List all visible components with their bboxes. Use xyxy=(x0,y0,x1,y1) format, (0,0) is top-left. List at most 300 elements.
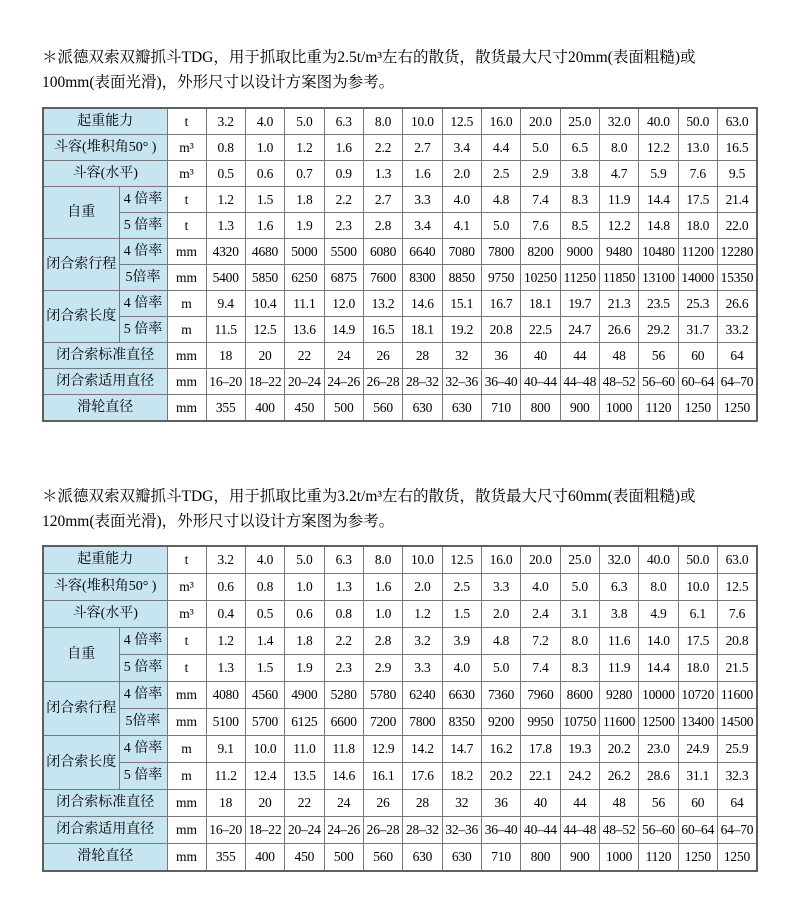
value-cell: 19.3 xyxy=(560,736,599,763)
value-cell: 1.2 xyxy=(403,601,442,628)
value-cell: 11.9 xyxy=(599,655,638,682)
value-cell: 1.5 xyxy=(245,187,284,213)
spec-table-tdg-3_2 xyxy=(42,545,758,872)
value-cell: 26–28 xyxy=(363,369,402,395)
value-cell: 4320 xyxy=(206,239,245,265)
value-cell: 630 xyxy=(442,844,481,872)
value-cell: 1.6 xyxy=(324,135,363,161)
value-cell: 60–64 xyxy=(678,817,717,844)
value-cell: 7960 xyxy=(521,682,560,709)
value-cell: 900 xyxy=(560,395,599,422)
value-cell: 17.5 xyxy=(678,628,717,655)
value-cell: 20.8 xyxy=(481,317,520,343)
row-label: 斗容(堆积角50° ) xyxy=(43,135,167,161)
value-cell: 0.8 xyxy=(324,601,363,628)
value-cell: 5.0 xyxy=(521,135,560,161)
value-cell: 450 xyxy=(285,395,324,422)
row-group-label: 闭合索长度 xyxy=(43,291,119,343)
value-cell: 36 xyxy=(481,343,520,369)
value-cell: 13.0 xyxy=(678,135,717,161)
value-cell: 6.1 xyxy=(678,601,717,628)
value-cell: 13.5 xyxy=(285,763,324,790)
value-cell: 7800 xyxy=(403,709,442,736)
value-cell: 32 xyxy=(442,343,481,369)
value-cell: 8200 xyxy=(521,239,560,265)
value-cell: 40.0 xyxy=(639,108,678,135)
row-sublabel: 5 倍率 xyxy=(119,655,167,682)
value-cell: 21.4 xyxy=(717,187,757,213)
value-cell: 20.8 xyxy=(717,628,757,655)
table-row xyxy=(43,817,757,844)
table-row xyxy=(43,763,757,790)
value-cell: 0.8 xyxy=(245,574,284,601)
value-cell: 23.5 xyxy=(639,291,678,317)
value-cell: 5.0 xyxy=(560,574,599,601)
value-cell: 20–24 xyxy=(285,817,324,844)
table-row xyxy=(43,135,757,161)
value-cell: 4.0 xyxy=(521,574,560,601)
value-cell: 17.5 xyxy=(678,187,717,213)
value-cell: 16–20 xyxy=(206,369,245,395)
value-cell: 0.9 xyxy=(324,161,363,187)
value-cell: 1.9 xyxy=(285,655,324,682)
value-cell: 64 xyxy=(717,343,757,369)
value-cell: 56 xyxy=(639,790,678,817)
unit-cell: mm xyxy=(167,790,206,817)
value-cell: 14.6 xyxy=(324,763,363,790)
value-cell: 8.0 xyxy=(599,135,638,161)
value-cell: 10750 xyxy=(560,709,599,736)
value-cell: 24.9 xyxy=(678,736,717,763)
value-cell: 24.7 xyxy=(560,317,599,343)
value-cell: 24–26 xyxy=(324,369,363,395)
unit-cell: m³ xyxy=(167,135,206,161)
value-cell: 4.9 xyxy=(639,601,678,628)
value-cell: 18.1 xyxy=(521,291,560,317)
value-cell: 16.0 xyxy=(481,108,520,135)
value-cell: 11600 xyxy=(717,682,757,709)
value-cell: 25.0 xyxy=(560,108,599,135)
value-cell: 3.2 xyxy=(403,628,442,655)
row-label: 闭合索标准直径 xyxy=(43,790,167,817)
value-cell: 14.6 xyxy=(403,291,442,317)
value-cell: 32–36 xyxy=(442,817,481,844)
value-cell: 1.0 xyxy=(363,601,402,628)
value-cell: 0.8 xyxy=(206,135,245,161)
value-cell: 0.7 xyxy=(285,161,324,187)
value-cell: 21.5 xyxy=(717,655,757,682)
value-cell: 2.2 xyxy=(324,628,363,655)
value-cell: 4080 xyxy=(206,682,245,709)
value-cell: 5500 xyxy=(324,239,363,265)
row-group-label: 闭合索行程 xyxy=(43,239,119,291)
value-cell: 1250 xyxy=(717,844,757,872)
value-cell: 400 xyxy=(245,844,284,872)
value-cell: 9200 xyxy=(481,709,520,736)
value-cell: 16.0 xyxy=(481,546,520,574)
table-row xyxy=(43,628,757,655)
value-cell: 40 xyxy=(521,343,560,369)
value-cell: 17.6 xyxy=(403,763,442,790)
unit-cell: mm xyxy=(167,265,206,291)
value-cell: 11.9 xyxy=(599,187,638,213)
value-cell: 14.7 xyxy=(442,736,481,763)
value-cell: 18.0 xyxy=(678,213,717,239)
value-cell: 1.0 xyxy=(245,135,284,161)
value-cell: 6250 xyxy=(285,265,324,291)
row-label: 闭合索适用直径 xyxy=(43,817,167,844)
value-cell: 1.3 xyxy=(324,574,363,601)
value-cell: 25.3 xyxy=(678,291,717,317)
value-cell: 63.0 xyxy=(717,108,757,135)
row-label: 斗容(水平) xyxy=(43,161,167,187)
value-cell: 500 xyxy=(324,844,363,872)
table-row xyxy=(43,369,757,395)
row-sublabel: 5 倍率 xyxy=(119,213,167,239)
value-cell: 7600 xyxy=(363,265,402,291)
spec-table-tdg-2_5 xyxy=(42,107,758,422)
value-cell: 3.9 xyxy=(442,628,481,655)
value-cell: 5400 xyxy=(206,265,245,291)
value-cell: 11850 xyxy=(599,265,638,291)
value-cell: 11.0 xyxy=(285,736,324,763)
value-cell: 20–24 xyxy=(285,369,324,395)
value-cell: 20.0 xyxy=(521,108,560,135)
unit-cell: m³ xyxy=(167,601,206,628)
value-cell: 5.9 xyxy=(639,161,678,187)
value-cell: 1.2 xyxy=(206,187,245,213)
value-cell: 31.7 xyxy=(678,317,717,343)
value-cell: 48–52 xyxy=(599,817,638,844)
value-cell: 23.0 xyxy=(639,736,678,763)
value-cell: 1.5 xyxy=(245,655,284,682)
row-sublabel: 4 倍率 xyxy=(119,628,167,655)
unit-cell: m xyxy=(167,736,206,763)
value-cell: 12.4 xyxy=(245,763,284,790)
value-cell: 13400 xyxy=(678,709,717,736)
value-cell: 4.8 xyxy=(481,628,520,655)
value-cell: 8.3 xyxy=(560,655,599,682)
value-cell: 16.1 xyxy=(363,763,402,790)
value-cell: 32.0 xyxy=(599,108,638,135)
value-cell: 3.3 xyxy=(481,574,520,601)
value-cell: 2.2 xyxy=(363,135,402,161)
value-cell: 1.8 xyxy=(285,187,324,213)
value-cell: 10.0 xyxy=(403,546,442,574)
value-cell: 15.1 xyxy=(442,291,481,317)
value-cell: 1.6 xyxy=(403,161,442,187)
value-cell: 25.0 xyxy=(560,546,599,574)
value-cell: 1250 xyxy=(717,395,757,422)
unit-cell: mm xyxy=(167,239,206,265)
value-cell: 18–22 xyxy=(245,369,284,395)
table-row xyxy=(43,790,757,817)
table-row xyxy=(43,291,757,317)
value-cell: 1.8 xyxy=(285,628,324,655)
value-cell: 1.3 xyxy=(206,655,245,682)
value-cell: 500 xyxy=(324,395,363,422)
value-cell: 710 xyxy=(481,844,520,872)
value-cell: 6875 xyxy=(324,265,363,291)
unit-cell: mm xyxy=(167,682,206,709)
row-label: 起重能力 xyxy=(43,108,167,135)
row-sublabel: 4 倍率 xyxy=(119,187,167,213)
value-cell: 19.2 xyxy=(442,317,481,343)
row-sublabel: 4 倍率 xyxy=(119,682,167,709)
value-cell: 2.7 xyxy=(363,187,402,213)
value-cell: 9750 xyxy=(481,265,520,291)
value-cell: 0.6 xyxy=(285,601,324,628)
value-cell: 14.8 xyxy=(639,213,678,239)
value-cell: 25.9 xyxy=(717,736,757,763)
value-cell: 36–40 xyxy=(481,369,520,395)
value-cell: 56 xyxy=(639,343,678,369)
value-cell: 8.0 xyxy=(363,546,402,574)
value-cell: 6.3 xyxy=(599,574,638,601)
value-cell: 2.8 xyxy=(363,213,402,239)
value-cell: 22.0 xyxy=(717,213,757,239)
value-cell: 24.2 xyxy=(560,763,599,790)
value-cell: 18.0 xyxy=(678,655,717,682)
intro-paragraph-2: ＊派德双索双瓣抓斗TDG，用于抓取比重为3.2t/m³左右的散货，散货最大尺寸60mm(表面粗糙)或120mm(表面光滑)，外形尺寸以设计方案图为参考。 xyxy=(42,488,696,530)
table-row xyxy=(43,574,757,601)
value-cell: 2.3 xyxy=(324,213,363,239)
value-cell: 5.0 xyxy=(481,655,520,682)
value-cell: 8.0 xyxy=(639,574,678,601)
value-cell: 12500 xyxy=(639,709,678,736)
table-row xyxy=(43,343,757,369)
value-cell: 10.0 xyxy=(245,736,284,763)
value-cell: 60–64 xyxy=(678,369,717,395)
value-cell: 8.0 xyxy=(363,108,402,135)
table-row xyxy=(43,265,757,291)
row-label: 斗容(水平) xyxy=(43,601,167,628)
value-cell: 7080 xyxy=(442,239,481,265)
value-cell: 14500 xyxy=(717,709,757,736)
value-cell: 355 xyxy=(206,395,245,422)
value-cell: 1.5 xyxy=(442,601,481,628)
value-cell: 32–36 xyxy=(442,369,481,395)
value-cell: 3.3 xyxy=(403,187,442,213)
value-cell: 11.2 xyxy=(206,763,245,790)
value-cell: 630 xyxy=(403,395,442,422)
intro-paragraph-1: ＊派德双索双瓣抓斗TDG，用于抓取比重为2.5t/m³左右的散货，散货最大尺寸20mm(表面粗糙)或100mm(表面光滑)，外形尺寸以设计方案图为参考。 xyxy=(42,49,696,91)
value-cell: 14000 xyxy=(678,265,717,291)
value-cell: 18.1 xyxy=(403,317,442,343)
value-cell: 16.2 xyxy=(481,736,520,763)
value-cell: 19.7 xyxy=(560,291,599,317)
value-cell: 3.8 xyxy=(599,601,638,628)
value-cell: 3.8 xyxy=(560,161,599,187)
value-cell: 6.5 xyxy=(560,135,599,161)
value-cell: 2.5 xyxy=(442,574,481,601)
value-cell: 29.2 xyxy=(639,317,678,343)
unit-cell: mm xyxy=(167,709,206,736)
value-cell: 3.2 xyxy=(206,546,245,574)
value-cell: 10.0 xyxy=(403,108,442,135)
value-cell: 56–60 xyxy=(639,817,678,844)
value-cell: 5850 xyxy=(245,265,284,291)
value-cell: 11.6 xyxy=(599,628,638,655)
value-cell: 22 xyxy=(285,343,324,369)
value-cell: 1.9 xyxy=(285,213,324,239)
value-cell: 11.5 xyxy=(206,317,245,343)
value-cell: 24–26 xyxy=(324,817,363,844)
value-cell: 7360 xyxy=(481,682,520,709)
value-cell: 12280 xyxy=(717,239,757,265)
value-cell: 2.7 xyxy=(403,135,442,161)
value-cell: 11.1 xyxy=(285,291,324,317)
value-cell: 40.0 xyxy=(639,546,678,574)
value-cell: 12.2 xyxy=(599,213,638,239)
unit-cell: t xyxy=(167,628,206,655)
value-cell: 2.0 xyxy=(481,601,520,628)
value-cell: 4680 xyxy=(245,239,284,265)
value-cell: 28 xyxy=(403,343,442,369)
unit-cell: t xyxy=(167,213,206,239)
value-cell: 0.6 xyxy=(245,161,284,187)
value-cell: 355 xyxy=(206,844,245,872)
value-cell: 2.0 xyxy=(403,574,442,601)
value-cell: 26.2 xyxy=(599,763,638,790)
value-cell: 4.7 xyxy=(599,161,638,187)
value-cell: 12.5 xyxy=(245,317,284,343)
row-label: 滑轮直径 xyxy=(43,844,167,872)
value-cell: 5280 xyxy=(324,682,363,709)
value-cell: 8350 xyxy=(442,709,481,736)
value-cell: 8.5 xyxy=(560,213,599,239)
value-cell: 4.0 xyxy=(245,108,284,135)
value-cell: 0.6 xyxy=(206,574,245,601)
value-cell: 9.5 xyxy=(717,161,757,187)
value-cell: 26.6 xyxy=(599,317,638,343)
table-row xyxy=(43,844,757,872)
unit-cell: m³ xyxy=(167,574,206,601)
value-cell: 5700 xyxy=(245,709,284,736)
value-cell: 64 xyxy=(717,790,757,817)
table-row xyxy=(43,187,757,213)
value-cell: 18–22 xyxy=(245,817,284,844)
value-cell: 560 xyxy=(363,844,402,872)
table-row xyxy=(43,601,757,628)
value-cell: 26 xyxy=(363,790,402,817)
value-cell: 400 xyxy=(245,395,284,422)
value-cell: 22 xyxy=(285,790,324,817)
value-cell: 15350 xyxy=(717,265,757,291)
value-cell: 20 xyxy=(245,343,284,369)
value-cell: 21.3 xyxy=(599,291,638,317)
row-label: 斗容(堆积角50° ) xyxy=(43,574,167,601)
value-cell: 4.4 xyxy=(481,135,520,161)
row-sublabel: 4 倍率 xyxy=(119,291,167,317)
value-cell: 36–40 xyxy=(481,817,520,844)
row-group-label: 自重 xyxy=(43,187,119,239)
value-cell: 1000 xyxy=(599,844,638,872)
value-cell: 560 xyxy=(363,395,402,422)
row-sublabel: 5 倍率 xyxy=(119,763,167,790)
value-cell: 40–44 xyxy=(521,817,560,844)
unit-cell: mm xyxy=(167,844,206,872)
value-cell: 4.0 xyxy=(442,187,481,213)
value-cell: 22.1 xyxy=(521,763,560,790)
row-group-label: 闭合索行程 xyxy=(43,682,119,736)
value-cell: 2.9 xyxy=(363,655,402,682)
unit-cell: m³ xyxy=(167,161,206,187)
table-row xyxy=(43,546,757,574)
table-row xyxy=(43,395,757,422)
table-row xyxy=(43,317,757,343)
value-cell: 800 xyxy=(521,844,560,872)
value-cell: 1120 xyxy=(639,395,678,422)
value-cell: 1.3 xyxy=(363,161,402,187)
value-cell: 13.2 xyxy=(363,291,402,317)
row-label: 滑轮直径 xyxy=(43,395,167,422)
value-cell: 11200 xyxy=(678,239,717,265)
value-cell: 4.1 xyxy=(442,213,481,239)
value-cell: 9.4 xyxy=(206,291,245,317)
value-cell: 28–32 xyxy=(403,817,442,844)
value-cell: 6630 xyxy=(442,682,481,709)
value-cell: 28–32 xyxy=(403,369,442,395)
value-cell: 48 xyxy=(599,343,638,369)
value-cell: 7.4 xyxy=(521,655,560,682)
value-cell: 6080 xyxy=(363,239,402,265)
value-cell: 3.4 xyxy=(403,213,442,239)
value-cell: 10000 xyxy=(639,682,678,709)
value-cell: 900 xyxy=(560,844,599,872)
row-group-label: 闭合索长度 xyxy=(43,736,119,790)
value-cell: 4900 xyxy=(285,682,324,709)
value-cell: 7.4 xyxy=(521,187,560,213)
value-cell: 32.3 xyxy=(717,763,757,790)
value-cell: 28.6 xyxy=(639,763,678,790)
row-label: 闭合索适用直径 xyxy=(43,369,167,395)
unit-cell: t xyxy=(167,187,206,213)
value-cell: 10720 xyxy=(678,682,717,709)
value-cell: 48–52 xyxy=(599,369,638,395)
value-cell: 0.5 xyxy=(206,161,245,187)
unit-cell: mm xyxy=(167,817,206,844)
value-cell: 14.4 xyxy=(639,655,678,682)
unit-cell: t xyxy=(167,546,206,574)
value-cell: 24 xyxy=(324,790,363,817)
value-cell: 12.5 xyxy=(442,546,481,574)
value-cell: 10.0 xyxy=(678,574,717,601)
value-cell: 9.1 xyxy=(206,736,245,763)
value-cell: 33.2 xyxy=(717,317,757,343)
value-cell: 2.0 xyxy=(442,161,481,187)
value-cell: 16.5 xyxy=(363,317,402,343)
value-cell: 1120 xyxy=(639,844,678,872)
value-cell: 7800 xyxy=(481,239,520,265)
value-cell: 0.4 xyxy=(206,601,245,628)
value-cell: 5.0 xyxy=(481,213,520,239)
value-cell: 6.3 xyxy=(324,108,363,135)
value-cell: 1.4 xyxy=(245,628,284,655)
row-label: 起重能力 xyxy=(43,546,167,574)
value-cell: 20.2 xyxy=(599,736,638,763)
value-cell: 6640 xyxy=(403,239,442,265)
value-cell: 10480 xyxy=(639,239,678,265)
value-cell: 11.8 xyxy=(324,736,363,763)
value-cell: 40 xyxy=(521,790,560,817)
value-cell: 4560 xyxy=(245,682,284,709)
value-cell: 6125 xyxy=(285,709,324,736)
unit-cell: t xyxy=(167,108,206,135)
value-cell: 1250 xyxy=(678,395,717,422)
value-cell: 800 xyxy=(521,395,560,422)
value-cell: 8300 xyxy=(403,265,442,291)
